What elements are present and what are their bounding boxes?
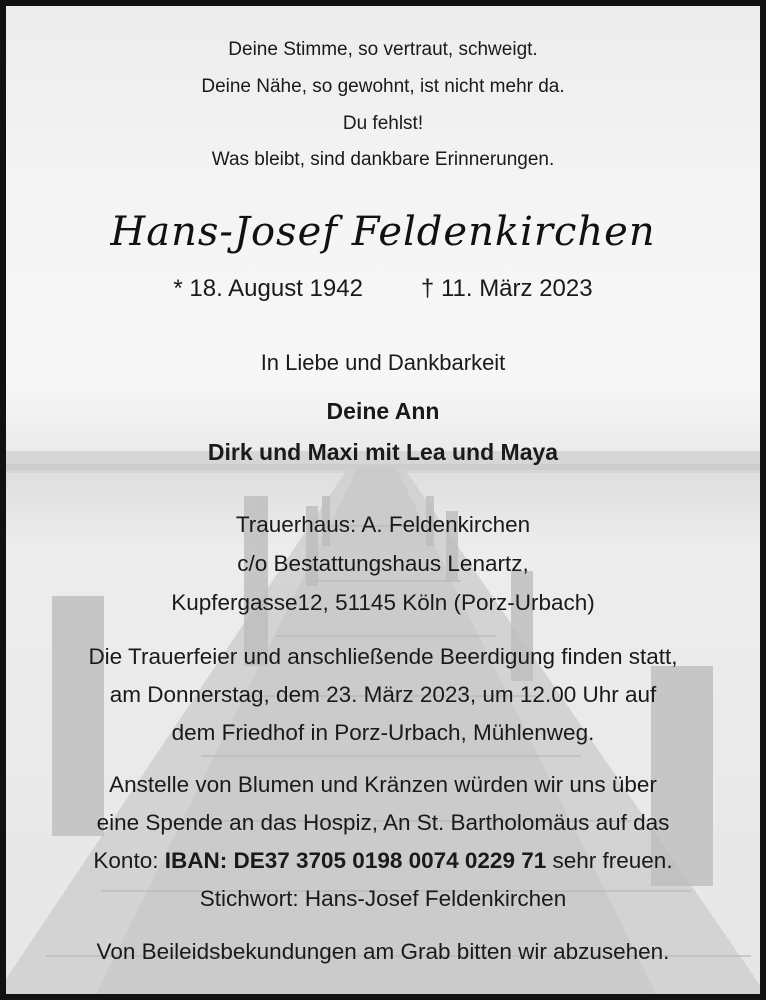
donation-line-2: eine Spende an das Hospiz, An St. Bartholomäus auf das <box>96 810 670 835</box>
donation-konto <box>6 848 760 874</box>
mourners-line-1: Deine Ann <box>326 398 440 424</box>
notice-content <box>6 6 760 994</box>
deceased-name: Hans-Josef Feldenkirchen <box>110 209 656 255</box>
poem-line-4: Was bleibt, sind dankbare Erinnerungen. <box>211 149 555 170</box>
konto-label: Konto: <box>93 848 165 873</box>
address-line-3: Kupfergasse12, 51145 Köln (Porz-Urbach) <box>171 590 595 615</box>
poem-line-2: Deine Nähe, so gewohnt, ist nicht mehr da. <box>201 76 565 97</box>
closing-note: Von Beileidsbekundungen am Grab bitten wir abzusehen. <box>96 939 670 964</box>
mourners-intro: In Liebe und Dankbarkeit <box>260 350 506 375</box>
konto-suffix: sehr freuen. <box>546 848 673 873</box>
poem-line-3: Du fehlst! <box>342 113 424 134</box>
donation-line-1: Anstelle von Blumen und Kränzen würden wir uns über <box>109 772 657 797</box>
ceremony-line-2: am Donnerstag, dem 23. März 2023, um 12.00 Uhr auf <box>109 682 657 707</box>
address-line-1: Trauerhaus: A. Feldenkirchen <box>235 512 531 537</box>
death-date: † 11. März 2023 <box>420 275 593 302</box>
birth-date: * 18. August 1942 <box>173 275 363 302</box>
ceremony-line-3: dem Friedhof in Porz-Urbach, Mühlenweg. <box>171 720 595 745</box>
poem-line-1: Deine Stimme, so vertraut, schweigt. <box>228 39 538 60</box>
ceremony-line-1: Die Trauerfeier und anschließende Beerdigung finden statt, <box>88 644 678 669</box>
mourners-line-2: Dirk und Maxi mit Lea und Maya <box>207 439 559 465</box>
iban-number: IBAN: DE37 3705 0198 0074 0229 71 <box>164 848 547 873</box>
donation-keyword: Stichwort: Hans-Josef Feldenkirchen <box>199 886 567 911</box>
address-line-2: c/o Bestattungshaus Lenartz, <box>237 551 529 576</box>
life-dates <box>6 275 760 303</box>
